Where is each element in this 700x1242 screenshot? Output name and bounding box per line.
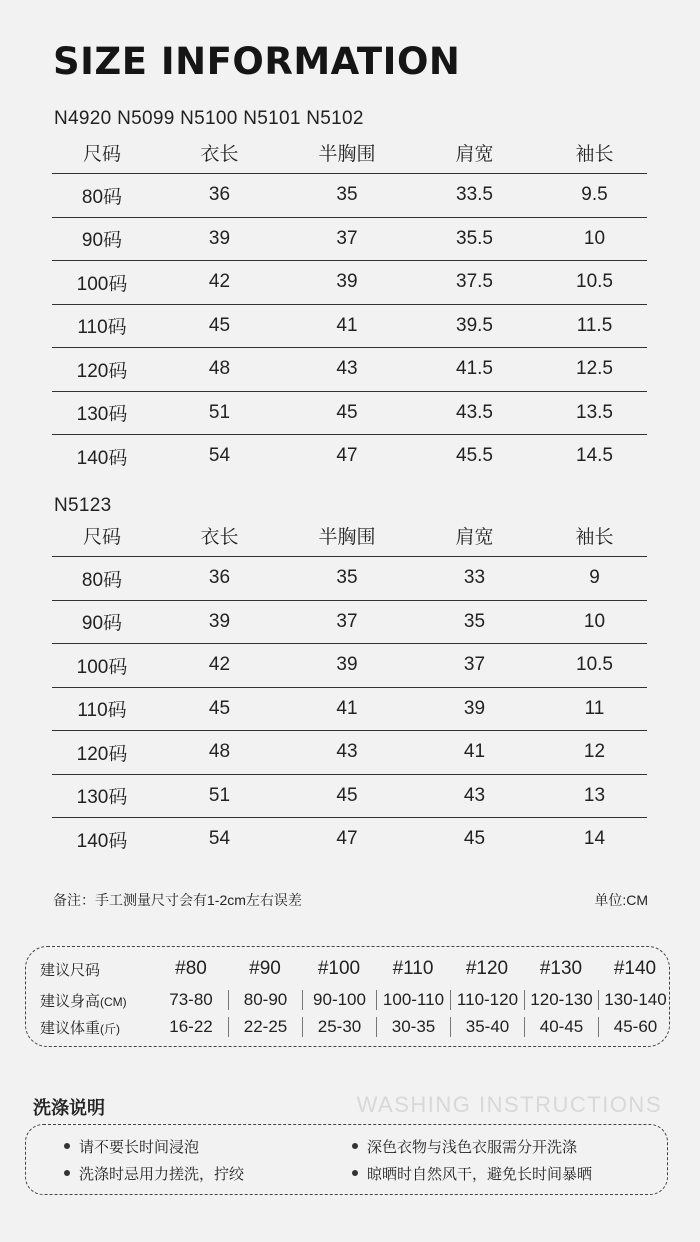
table-cell: 130码	[52, 774, 152, 818]
table-cell: 36	[152, 557, 287, 601]
table-cell: 35.5	[407, 217, 542, 261]
recommend-height-cell: 80-90	[228, 990, 302, 1010]
table-cell: 45	[287, 391, 407, 435]
header-half-chest: 半胸围	[287, 514, 407, 557]
table-cell: 90码	[52, 600, 152, 644]
table-cell: 120码	[52, 348, 152, 392]
recommend-size-cell: #130	[539, 958, 583, 979]
table-cell: 43	[287, 731, 407, 775]
header-shoulder: 肩宽	[407, 131, 542, 174]
table-cell: 140码	[76, 830, 128, 852]
table-cell: 35	[287, 174, 407, 218]
table-cell: 37	[287, 217, 407, 261]
table-cell: 51	[152, 774, 287, 818]
table-cell: 48	[152, 348, 287, 392]
table-cell: 41	[407, 731, 542, 775]
recommend-size-cell: #80	[175, 958, 207, 979]
table-cell: 43.5	[407, 391, 542, 435]
weight-unit: (斤)	[100, 1021, 121, 1036]
table-cell: 12	[542, 731, 647, 775]
table-cell: 33	[407, 557, 542, 601]
table-cell: 35	[407, 600, 542, 644]
table-row	[52, 600, 647, 644]
table-cell: 11.5	[542, 304, 647, 348]
washing-item: 晾晒时自然风干，避免长时间暴晒	[352, 1163, 592, 1184]
table-cell: 43	[287, 348, 407, 392]
table-cell: 13.5	[542, 391, 647, 435]
recommend-weight-cell: 25-30	[302, 1017, 376, 1037]
recommend-size-label: 建议尺码	[40, 961, 101, 979]
table-cell: 10.5	[542, 261, 647, 305]
table-row	[52, 731, 647, 775]
table-row	[52, 304, 647, 348]
table-cell: 48	[152, 731, 287, 775]
table-header-row	[52, 131, 647, 174]
header-shoulder: 肩宽	[407, 514, 542, 557]
table-cell: 47	[336, 445, 358, 467]
table1-models: N4920 N5099 N5100 N5101 N5102	[54, 108, 364, 129]
table-cell: 14	[583, 828, 606, 850]
table-row	[52, 348, 647, 392]
table-row	[52, 774, 647, 818]
table-cell: 37	[287, 600, 407, 644]
recommend-weight-row	[26, 1014, 669, 1040]
recommend-height-row	[26, 987, 669, 1013]
table-cell: 45	[287, 774, 407, 818]
table-row	[52, 435, 647, 478]
table-cell: 37	[407, 644, 542, 688]
bullet-icon	[64, 1170, 70, 1176]
table-row	[52, 217, 647, 261]
table-cell: 42	[152, 261, 287, 305]
table-cell: 47	[336, 828, 358, 850]
table-cell: 54	[208, 445, 231, 467]
table-cell: 12.5	[542, 348, 647, 392]
recommend-weight-label: 建议体重(斤)	[40, 1019, 121, 1037]
size-table-2	[52, 514, 647, 861]
table-cell: 35	[287, 557, 407, 601]
recommend-height-cell: 90-100	[302, 990, 376, 1010]
recommend-box	[25, 946, 670, 1047]
table-cell: 45	[463, 828, 486, 850]
recommend-weight-cell: 16-22	[169, 1017, 213, 1036]
table-cell: 37.5	[407, 261, 542, 305]
recommend-weight-cell: 45-60	[598, 1017, 672, 1037]
table-cell: 51	[152, 391, 287, 435]
recommend-size-row	[26, 955, 669, 983]
recommend-size-cell: #100	[317, 958, 361, 979]
table-cell: 11	[542, 687, 647, 731]
table-cell: 33.5	[407, 174, 542, 218]
table-cell: 140码	[76, 447, 128, 469]
header-size: 尺码	[52, 131, 152, 174]
recommend-size-cell: #140	[613, 958, 657, 979]
table-cell: 45	[152, 687, 287, 731]
recommend-height-cell: 120-130	[524, 990, 598, 1010]
table-cell: 42	[152, 644, 287, 688]
table-cell: 10.5	[542, 644, 647, 688]
washing-item: 洗涤时忌用力搓洗，拧绞	[64, 1163, 244, 1184]
measurement-note: 备注：手工测量尺寸会有1-2cm左右误差	[53, 892, 302, 908]
table-cell: 41	[287, 304, 407, 348]
table-cell: 39	[287, 644, 407, 688]
table-row	[52, 261, 647, 305]
header-length: 衣长	[152, 131, 287, 174]
table-cell: 41	[287, 687, 407, 731]
recommend-size-cell: #90	[249, 958, 281, 979]
table-cell: 100码	[52, 644, 152, 688]
recommend-weight-cell: 40-45	[524, 1017, 598, 1037]
table-cell: 130码	[52, 391, 152, 435]
table-cell: 39	[287, 261, 407, 305]
header-sleeve: 袖长	[542, 131, 647, 174]
table-row	[52, 391, 647, 435]
page-title: SIZE INFORMATION	[53, 40, 461, 83]
table-cell: 54	[208, 828, 231, 850]
table-row	[52, 644, 647, 688]
table-cell: 10	[542, 217, 647, 261]
table-cell: 36	[152, 174, 287, 218]
table-cell: 39.5	[407, 304, 542, 348]
recommend-height-cell: 73-80	[169, 990, 213, 1009]
height-unit: (CM)	[100, 994, 127, 1009]
table-cell: 45	[152, 304, 287, 348]
table-row	[52, 557, 647, 601]
washing-item: 请不要长时间浸泡	[64, 1136, 199, 1157]
washing-box	[25, 1124, 668, 1195]
recommend-weight-cell: 35-40	[450, 1017, 524, 1037]
table-cell: 13	[542, 774, 647, 818]
table-cell: 9	[542, 557, 647, 601]
table-row	[52, 687, 647, 731]
table-cell: 10	[542, 600, 647, 644]
bullet-icon	[64, 1143, 70, 1149]
table-cell: 80码	[52, 174, 152, 218]
table-cell: 45.5	[456, 445, 493, 467]
table-cell: 14.5	[576, 445, 613, 467]
header-length: 衣长	[152, 514, 287, 557]
table-cell: 120码	[52, 731, 152, 775]
table-cell: 39	[152, 600, 287, 644]
recommend-height-cell: 110-120	[450, 990, 524, 1010]
table-cell: 100码	[52, 261, 152, 305]
table-cell: 110码	[52, 304, 152, 348]
recommend-weight-cell: 30-35	[376, 1017, 450, 1037]
table-row	[52, 174, 647, 218]
washing-title: 洗涤说明	[33, 1098, 105, 1118]
table-cell: 9.5	[542, 174, 647, 218]
table-row	[52, 818, 647, 861]
table-header-row	[52, 514, 647, 557]
size-table-1	[52, 131, 647, 478]
table-cell: 41.5	[407, 348, 542, 392]
washing-item: 深色衣物与浅色衣服需分开洗涤	[352, 1136, 577, 1157]
table-cell: 90码	[52, 217, 152, 261]
table-cell: 80码	[52, 557, 152, 601]
table-cell: 110码	[52, 687, 152, 731]
washing-subtitle: WASHING INSTRUCTIONS	[356, 1092, 662, 1117]
header-sleeve: 袖长	[542, 514, 647, 557]
table-cell: 43	[407, 774, 542, 818]
table-cell: 39	[152, 217, 287, 261]
recommend-height-cell: 130-140	[598, 990, 672, 1010]
header-half-chest: 半胸围	[287, 131, 407, 174]
table-cell: 39	[407, 687, 542, 731]
bullet-icon	[352, 1170, 358, 1176]
header-size: 尺码	[52, 514, 152, 557]
recommend-weight-cell: 22-25	[228, 1017, 302, 1037]
recommend-size-cell: #110	[392, 958, 434, 979]
table2-models: N5123	[54, 495, 112, 516]
bullet-icon	[352, 1143, 358, 1149]
recommend-height-cell: 100-110	[376, 990, 450, 1010]
recommend-size-cell: #120	[465, 958, 509, 979]
unit-note: 单位:CM	[594, 892, 648, 908]
recommend-height-label: 建议身高(CM)	[40, 992, 127, 1010]
